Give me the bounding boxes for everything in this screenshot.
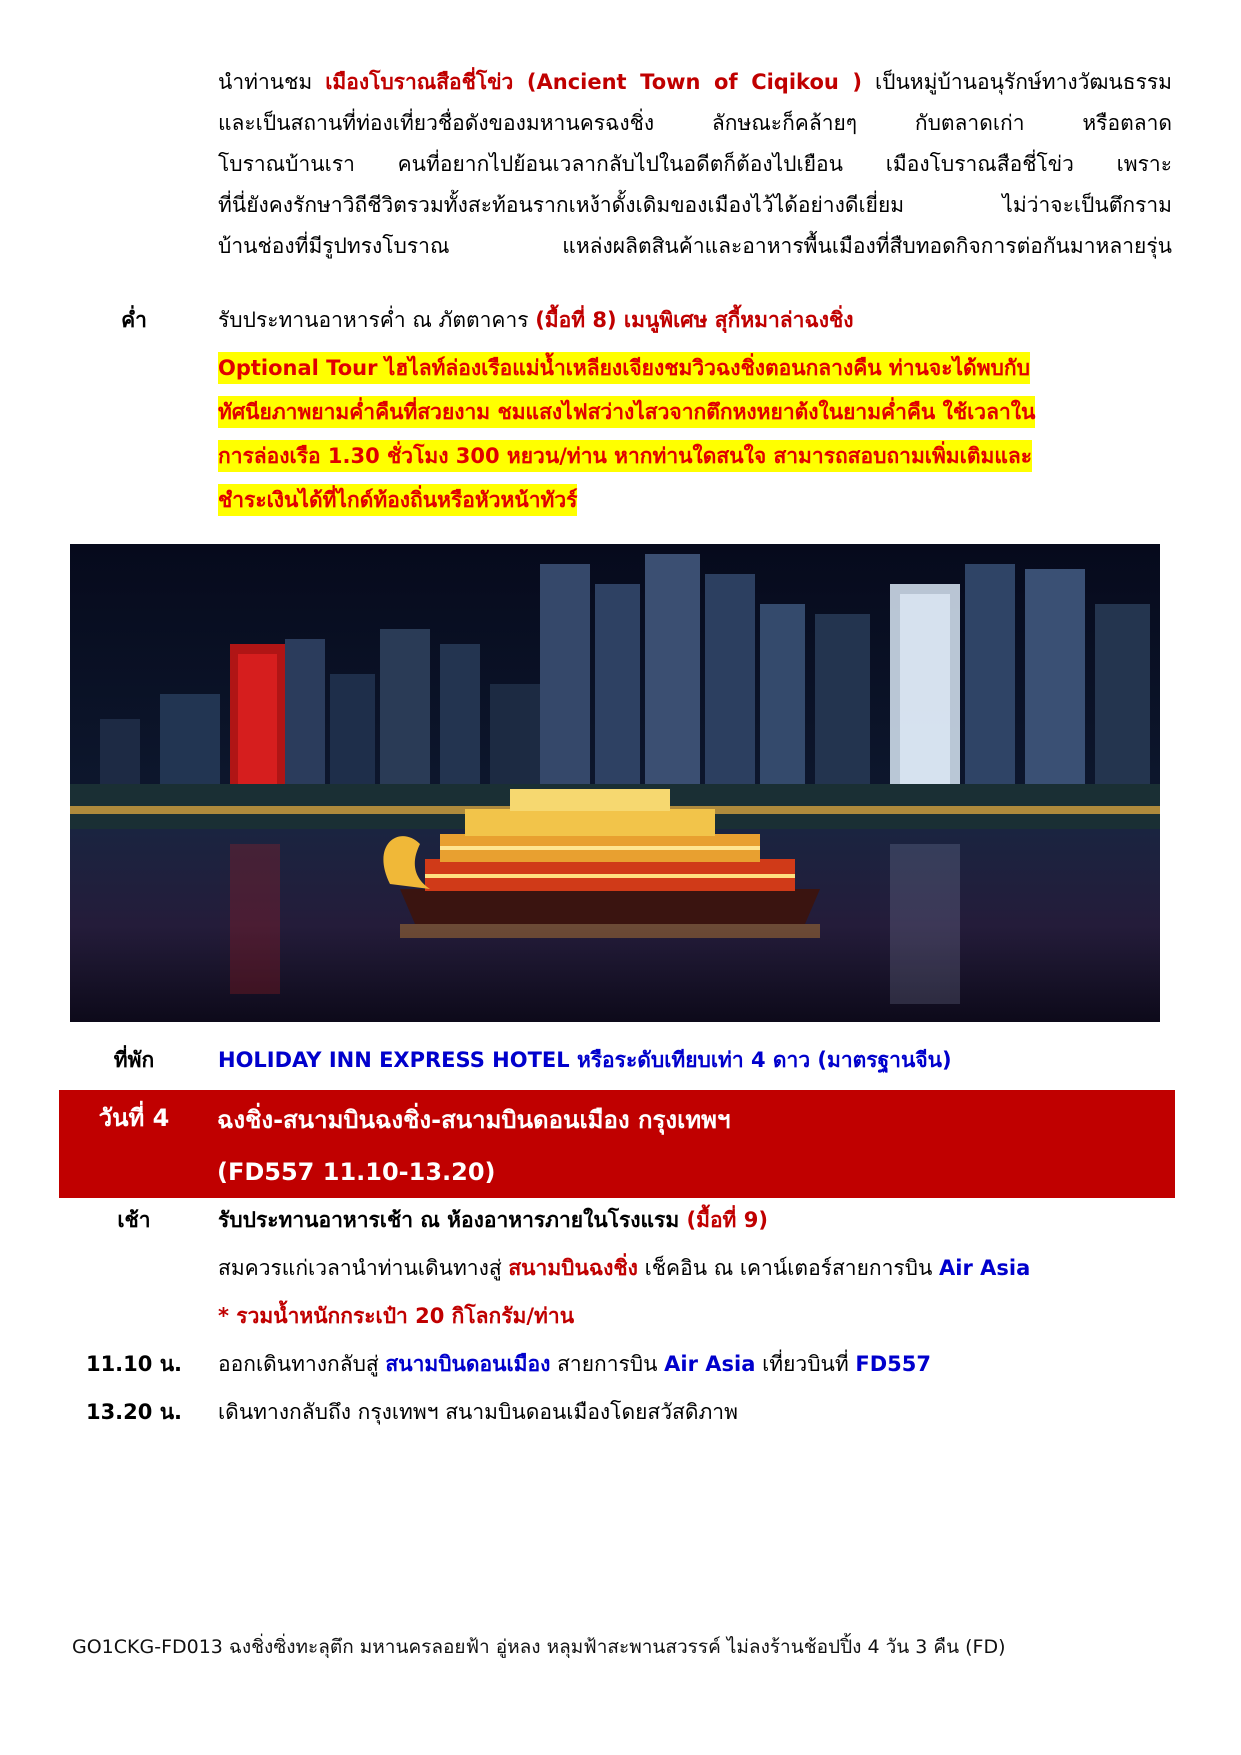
optional-tour-line-4: ชำระเงินได้ที่ไกด์ท้องถิ่นหรือหัวหน้าทัวร์: [218, 484, 577, 516]
chongqing-airport: สนามบินฉงชิ่ง: [508, 1256, 638, 1280]
day4-number: วันที่ 4: [98, 1104, 170, 1132]
page-footer: GO1CKG-FD013 ฉงชิ่งซิ่งทะลุตึก มหานครลอยฟ้า อู่หลง หลุมฟ้าสะพานสวรรค์ ไม่ลงร้านช้อปปิ้ง 4 วัน 3 คืน (FD): [72, 1636, 1006, 1658]
hotel-label: ที่พัก: [113, 1048, 155, 1072]
intro-line-5: บ้านช่องที่มีรูปทรงโบราณ แหล่งผลิตสินค้าและอาหารพื้นเมืองที่สืบทอดกิจการต่อกันมาหลายรุ่น: [218, 234, 1172, 258]
optional-tour-line-3: การล่องเรือ 1.30 ชั่วโมง 300 หยวน/ท่าน หากท่านใดสนใจ สามารถสอบถามเพิ่มเติมและ: [218, 440, 1032, 472]
arrive-time: 13.20 น.: [85, 1400, 183, 1424]
optional-tour: [218, 346, 1172, 522]
intro-line-3: โบราณบ้านเรา คนที่อยากไปย้อนเวลากลับไปในอดีตก็ต้องไปเยือน เมืองโบราณสือชี่โข่ว เพราะ: [218, 152, 1172, 176]
depart-text: ออกเดินทางกลับสู่ สนามบินดอนเมือง สายการบิน Air Asia เที่ยวบินที่ FD557: [218, 1352, 932, 1376]
arrive-text: เดินทางกลับถึง กรุงเทพฯ สนามบินดอนเมืองโดยสวัสดิภาพ: [218, 1400, 738, 1424]
checkin-airline: Air Asia: [939, 1256, 1031, 1280]
depart-time: 11.10 น.: [85, 1352, 183, 1376]
dinner-text: รับประทานอาหารค่ำ ณ ภัตตาคาร (มื้อที่ 8) เมนูพิเศษ สุกี้หมาล่าฉงชิ่ง: [218, 308, 854, 332]
optional-tour-line-2: ทัศนียภาพยามค่ำคืนที่สวยงาม ชมแสงไฟสว่างไสวจากตึกหงหยาต้งในยามค่ำคืน ใช้เวลาใน: [218, 396, 1035, 428]
hotel-text: HOLIDAY INN EXPRESS HOTEL หรือระดับเทียบเท่า 4 ดาว (มาตรฐานจีน): [218, 1048, 952, 1072]
dinner-meal-highlight: (มื้อที่ 8) เมนูพิเศษ สุกี้หมาล่าฉงชิ่ง: [535, 308, 854, 332]
ciqikou-highlight: เมืองโบราณสือชี่โข่ว (Ancient Town of Ciqikou ): [325, 70, 862, 94]
donmueang-airport: สนามบินดอนเมือง: [385, 1352, 551, 1376]
intro-line-2: และเป็นสถานที่ท่องเที่ยวชื่อดังของมหานครฉงชิ่ง ลักษณะก็คล้ายๆ กับตลาดเก่า หรือตลาด: [218, 111, 1172, 135]
day4-title-line-1: ฉงชิ่ง-สนามบินฉงชิ่ง-สนามบินดอนเมือง กรุงเทพฯ: [217, 1106, 731, 1134]
breakfast-meal: (มื้อที่ 9): [686, 1208, 768, 1232]
intro-line-4: ที่นี่ยังคงรักษาวิถีชีวิตรวมทั้งสะท้อนรากเหง้าดั้งเดิมของเมืองไว้ได้อย่างดีเยี่ยม ไม่ว่าจะเป็นตึกราม: [218, 193, 1172, 217]
day4-title: [217, 1094, 730, 1198]
flight-number: FD557: [855, 1352, 932, 1376]
optional-tour-line-1: Optional Tour ไฮไลท์ล่องเรือแม่น้ำเหลียงเจียงชมวิวฉงชิ่งตอนกลางคืน ท่านจะได้พบกับ: [218, 352, 1030, 384]
breakfast-text: รับประทานอาหารเช้า ณ ห้องอาหารภายในโรงแรม (มื้อที่ 9): [218, 1208, 768, 1232]
depart-airline: Air Asia: [664, 1352, 756, 1376]
baggage-note: * รวมน้ำหนักกระเป๋า 20 กิโลกรัม/ท่าน: [218, 1304, 575, 1328]
day4-title-line-2: (FD557 11.10-13.20): [217, 1158, 496, 1186]
breakfast-label: เช้า: [117, 1208, 151, 1232]
intro-paragraph: [218, 62, 1172, 267]
intro-line-1: นำท่านชม เมืองโบราณสือชี่โข่ว (Ancient Town of Ciqikou ) เป็นหมู่บ้านอนุรักษ์ทางวัฒนธรรม: [218, 70, 1172, 94]
airport-checkin-text: สมควรแก่เวลานำท่านเดินทางสู่ สนามบินฉงชิ่ง เช็คอิน ณ เคาน์เตอร์สายการบิน Air Asia: [218, 1256, 1031, 1280]
day4-header: [59, 1090, 1175, 1198]
dinner-label: ค่ำ: [121, 308, 147, 332]
night-cruise-illustration: [70, 544, 1160, 1022]
night-cruise-photo: [70, 544, 1160, 1022]
